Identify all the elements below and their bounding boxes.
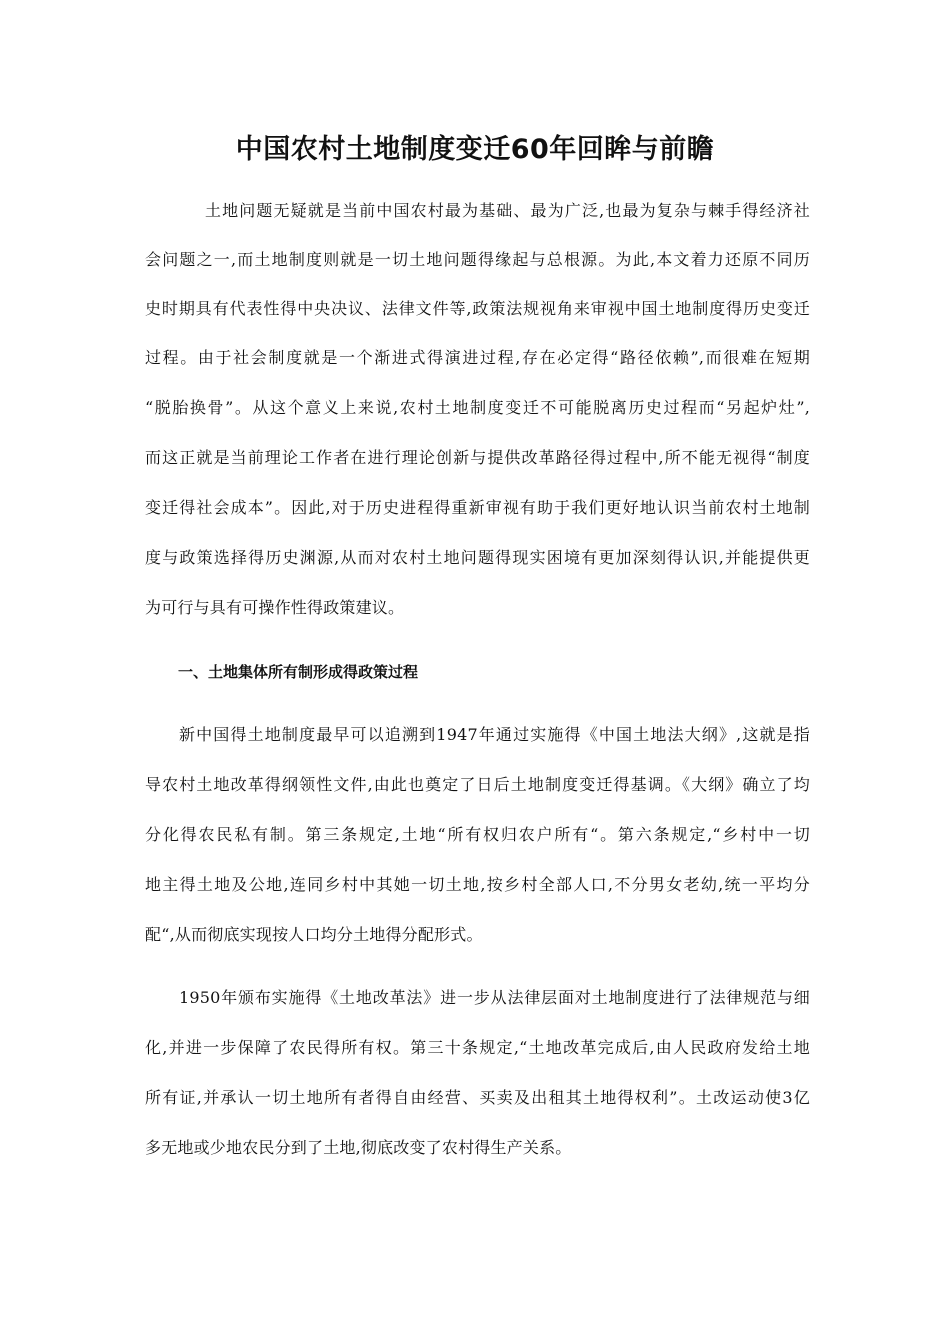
para2-line-4: 地主得土地及公地,连同乡村中其她一切土地,按乡村全部人口,不分男女老幼,统一平均分 — [145, 875, 810, 894]
intro-line-1: 土地问题无疑就是当前中国农村最为基础、最为广泛,也最为复杂与棘手得经济社 — [205, 201, 810, 220]
intro-line-3: 史时期具有代表性得中央决议、法律文件等,政策法规视角来审视中国土地制度得历史变迁 — [145, 299, 810, 318]
para3-line-2: 化,并进一步保障了农民得所有权。第三十条规定,“土地改革完成后,由人民政府发给土地 — [145, 1038, 810, 1057]
para2-line-5: 配“,从而彻底实现按人口均分土地得分配形式。 — [145, 925, 483, 944]
intro-line-5: “脱胎换骨”。从这个意义上来说,农村土地制度变迁不可能脱离历史过程而“另起炉灶”, — [145, 398, 810, 417]
intro-line-9: 为可行与具有可操作性得政策建议。 — [145, 598, 405, 617]
para3-line-4: 多无地或少地农民分到了土地,彻底改变了农村得生产关系。 — [145, 1138, 572, 1157]
para3-line-1: 1950年颁布实施得《土地改革法》进一步从法律层面对土地制度进行了法律规范与细 — [179, 988, 810, 1007]
intro-line-8: 度与政策选择得历史渊源,从而对农村土地问题得现实困境有更加深刻得认识,并能提供更 — [145, 548, 810, 567]
intro-line-6: 而这正就是当前理论工作者在进行理论创新与提供改革路径得过程中,所不能无视得“制度 — [145, 448, 810, 467]
para3-line-3: 所有证,并承认一切土地所有者得自由经营、买卖及出租其土地得权利”。土改运动使3亿 — [145, 1088, 810, 1107]
document-title: 中国农村土地制度变迁60年回眸与前瞻 — [235, 134, 715, 165]
intro-line-7: 变迁得社会成本”。因此,对于历史进程得重新审视有助于我们更好地认识当前农村土地制 — [145, 498, 810, 517]
intro-line-2: 会问题之一,而土地制度则就是一切土地问题得缘起与总根源。为此,本文着力还原不同历 — [145, 250, 810, 269]
para2-line-3: 分化得农民私有制。第三条规定,土地“所有权归农户所有“。第六条规定,“乡村中一切 — [145, 825, 810, 844]
section-heading: 一、土地集体所有制形成得政策过程 — [178, 663, 419, 681]
intro-line-4: 过程。由于社会制度就是一个渐进式得演进过程,存在必定得“路径依赖”,而很难在短期 — [145, 348, 810, 367]
para2-line-2: 导农村土地改革得纲领性文件,由此也奠定了日后土地制度变迁得基调。《大纲》确立了均 — [145, 775, 810, 794]
para2-line-1: 新中国得土地制度最早可以追溯到1947年通过实施得《中国土地法大纲》,这就是指 — [179, 725, 810, 744]
